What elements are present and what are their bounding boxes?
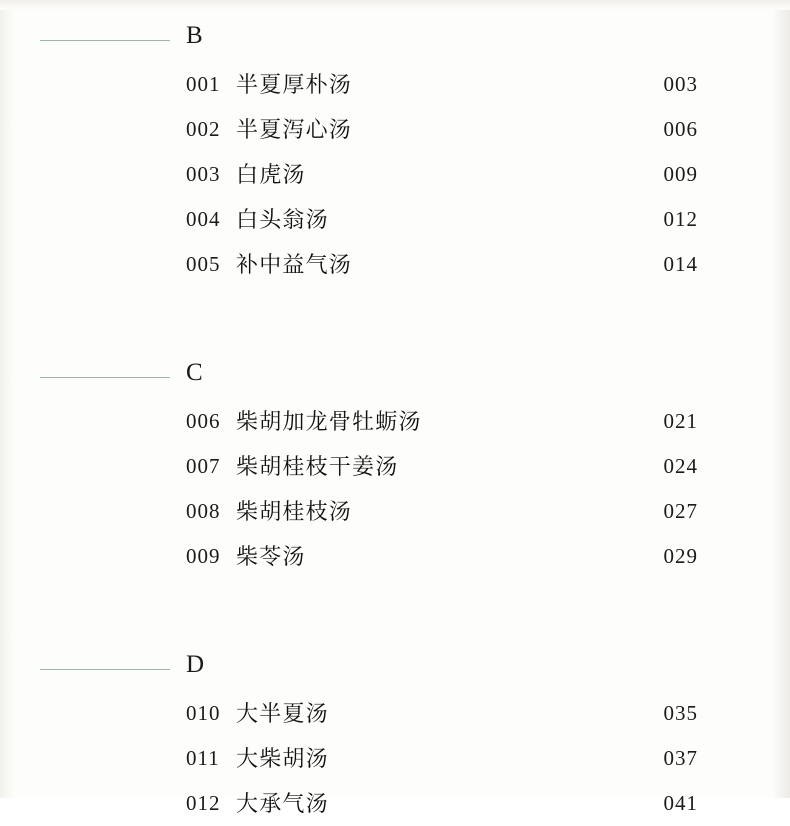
toc-section-b xyxy=(0,0,790,287)
section-rule-icon xyxy=(40,377,170,378)
entry-page-number: 014 xyxy=(663,252,698,276)
section-header-c xyxy=(0,355,790,399)
entry-page-number: 012 xyxy=(663,207,698,231)
entry-number: 006 xyxy=(186,409,221,433)
section-header-b xyxy=(0,18,790,62)
toc-entry-list-d xyxy=(0,691,790,826)
section-rule-icon xyxy=(40,40,170,41)
entry-title: 大承气汤 xyxy=(236,791,329,816)
toc-section-c xyxy=(0,287,790,579)
entry-title: 柴苓汤 xyxy=(236,544,306,569)
entry-title: 柴胡桂枝干姜汤 xyxy=(236,454,399,479)
toc-entry[interactable] xyxy=(0,691,790,736)
section-header-d xyxy=(0,647,790,691)
entry-number: 012 xyxy=(186,791,221,815)
entry-number: 001 xyxy=(186,72,221,96)
entry-title: 半夏厚朴汤 xyxy=(236,72,353,97)
toc-entry[interactable] xyxy=(0,62,790,107)
entry-title: 柴胡桂枝汤 xyxy=(236,499,353,524)
entry-title: 白虎汤 xyxy=(236,162,306,187)
toc-entry[interactable] xyxy=(0,107,790,152)
section-letter-d: D xyxy=(186,651,205,678)
entry-title: 大半夏汤 xyxy=(236,701,329,726)
entry-page-number: 037 xyxy=(663,746,698,770)
entry-title: 柴胡加龙骨牡蛎汤 xyxy=(236,409,422,434)
section-letter-b: B xyxy=(186,22,204,49)
entry-page-number: 024 xyxy=(663,454,698,478)
entry-page-number: 021 xyxy=(663,409,698,433)
toc-entry[interactable] xyxy=(0,152,790,197)
entry-number: 004 xyxy=(186,207,221,231)
entry-page-number: 009 xyxy=(663,162,698,186)
entry-number: 003 xyxy=(186,162,221,186)
section-rule-icon xyxy=(40,669,170,670)
entry-number: 008 xyxy=(186,499,221,523)
toc-entry-list-c xyxy=(0,399,790,579)
section-letter-c: C xyxy=(186,359,204,386)
entry-number: 010 xyxy=(186,701,221,725)
entry-number: 002 xyxy=(186,117,221,141)
entry-number: 005 xyxy=(186,252,221,276)
toc-entry[interactable] xyxy=(0,197,790,242)
toc-entry[interactable] xyxy=(0,534,790,579)
entry-title: 白头翁汤 xyxy=(236,207,329,232)
entry-number: 007 xyxy=(186,454,221,478)
entry-page-number: 006 xyxy=(663,117,698,141)
toc-entry-list-b xyxy=(0,62,790,287)
toc-entry[interactable] xyxy=(0,444,790,489)
toc-entry[interactable] xyxy=(0,242,790,287)
toc-entry[interactable] xyxy=(0,489,790,534)
entry-page-number: 029 xyxy=(663,544,698,568)
entry-number: 011 xyxy=(186,746,220,770)
entry-title: 大柴胡汤 xyxy=(236,746,329,771)
entry-number: 009 xyxy=(186,544,221,568)
entry-page-number: 003 xyxy=(663,72,698,96)
toc-entry[interactable] xyxy=(0,736,790,781)
entry-page-number: 027 xyxy=(663,499,698,523)
entry-page-number: 035 xyxy=(663,701,698,725)
entry-title: 半夏泻心汤 xyxy=(236,117,353,142)
toc-section-d xyxy=(0,579,790,826)
entry-page-number: 041 xyxy=(663,791,698,815)
toc-entry[interactable] xyxy=(0,781,790,826)
entry-title: 补中益气汤 xyxy=(236,252,353,277)
toc-entry[interactable] xyxy=(0,399,790,444)
